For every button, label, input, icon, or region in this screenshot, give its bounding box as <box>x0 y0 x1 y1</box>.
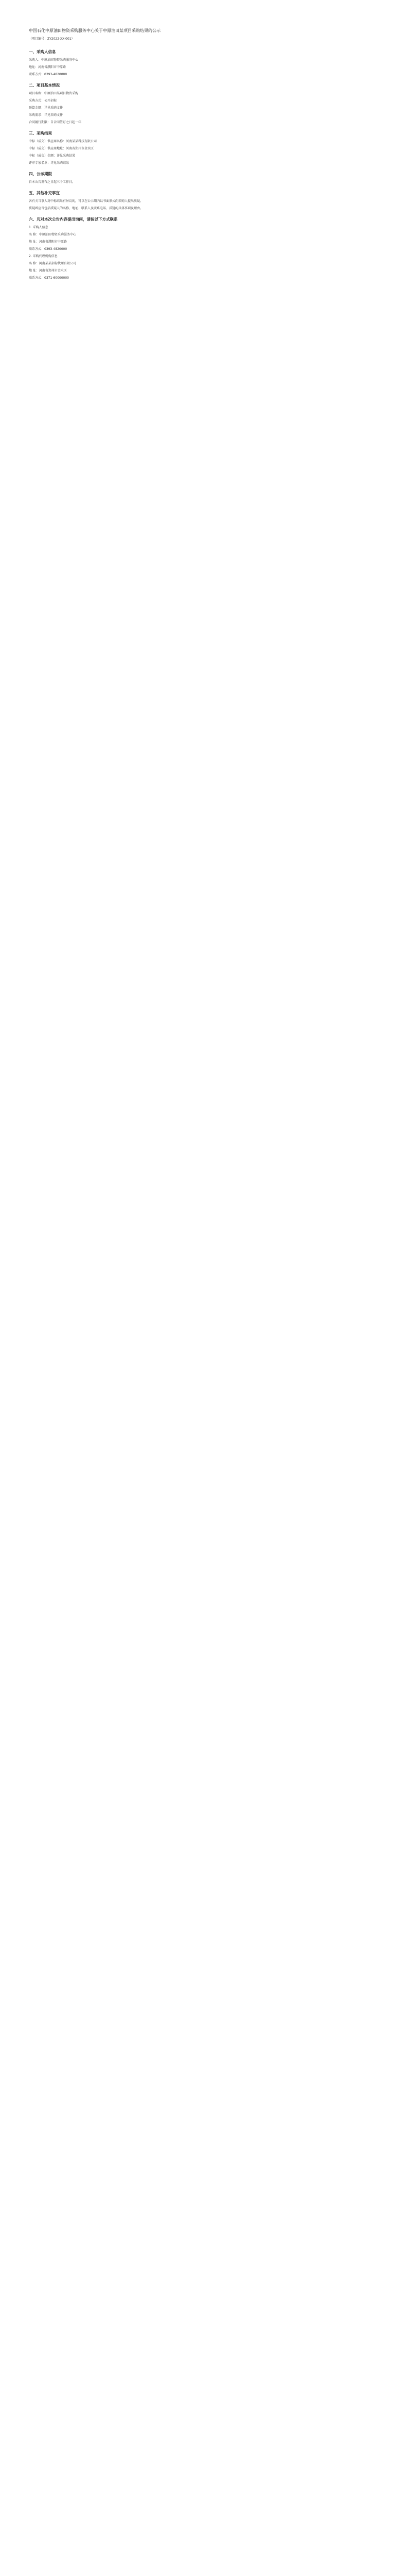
paragraph: 质疑函应当包括质疑人的名称、地址、联系人及联系电话、质疑的具体事项及理由。 <box>29 207 144 210</box>
section-heading: 四、公示期限 <box>29 172 52 176</box>
project-number: （项目编号：ZY2022-XX-001） <box>29 37 75 41</box>
section-2 <box>29 82 379 125</box>
document-body <box>29 28 379 282</box>
section-1 <box>29 49 379 77</box>
paragraph: 2. 采购代理机构信息 <box>29 255 58 258</box>
paragraph: 地 址：河南省郑州市金水区 <box>29 269 67 273</box>
section-heading: 五、其他补充事宜 <box>29 191 60 195</box>
section-5 <box>29 190 379 211</box>
section-4 <box>29 171 379 185</box>
paragraph: 联系方式：0371-60000000 <box>29 276 69 280</box>
paragraph: 中标（成交）供应商名称：河南某某科技有限公司 <box>29 140 97 143</box>
section-heading: 二、项目基本情况 <box>29 83 60 88</box>
section-heading: 一、采购人信息 <box>29 49 56 54</box>
paragraph: 项目名称：中原油田某项目物资采购 <box>29 92 79 95</box>
section-heading: 六、凡对本次公告内容提出询问，请按以下方式联系 <box>29 217 118 222</box>
paragraph: 中标（成交）供应商地址：河南省郑州市金水区 <box>29 147 94 150</box>
section-heading: 三、采购结果 <box>29 131 52 135</box>
paragraph: 地 址：河南省濮阳市中原路 <box>29 240 67 244</box>
paragraph: 采购人：中原油田物资采购服务中心 <box>29 58 79 62</box>
paragraph: 各有关当事人对中标结果有异议的，可以在公示期内以书面形式向采购人提出质疑。 <box>29 199 144 203</box>
paragraph: 预算金额：详见采购文件 <box>29 106 63 110</box>
paragraph: 名 称：河南某某招标代理有限公司 <box>29 262 76 265</box>
paragraph: 中标（成交）金额：详见采购结果 <box>29 154 76 158</box>
section-3 <box>29 130 379 166</box>
paragraph: 自本公告发布之日起三个工作日。 <box>29 180 76 184</box>
paragraph: 联系方式：0393-4820000 <box>29 73 67 76</box>
paragraph: 地址：河南省濮阳市中原路 <box>29 65 66 69</box>
page-title: 中国石化中原油田物资采购服务中心关于中原油田某项目采购结果的公示 <box>29 28 161 33</box>
paragraph: 1. 采购人信息 <box>29 226 48 229</box>
paragraph: 评审专家名单：详见采购结果 <box>29 161 69 165</box>
paragraph: 名 称：中原油田物资采购服务中心 <box>29 233 76 236</box>
paragraph: 采购方式：公开招标 <box>29 99 57 103</box>
paragraph: 联系方式：0393-4820000 <box>29 247 67 251</box>
paragraph: 采购需求：详见采购文件 <box>29 113 63 117</box>
paragraph: 合同履行期限：自合同签订之日起一年 <box>29 121 82 124</box>
section-6 <box>29 216 379 281</box>
